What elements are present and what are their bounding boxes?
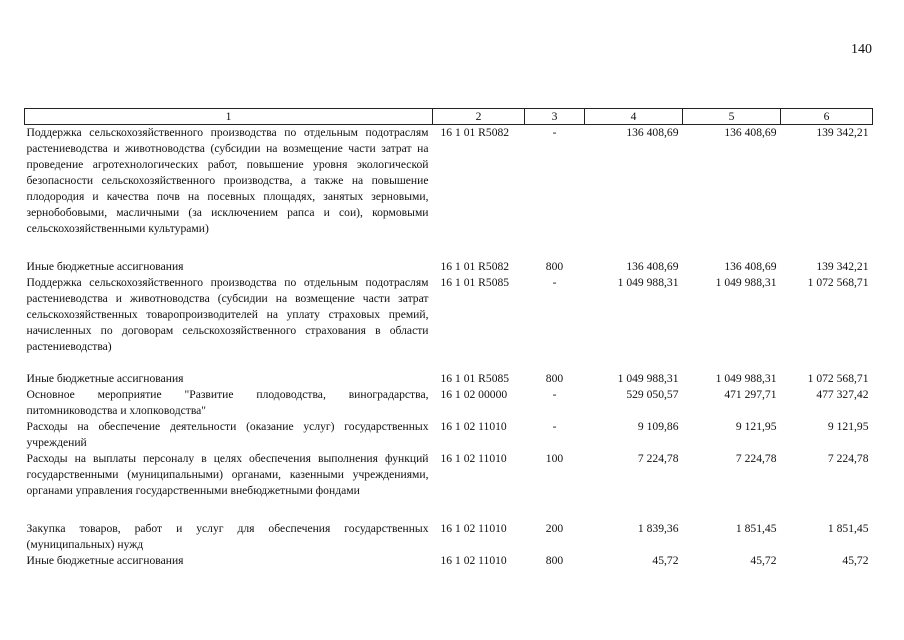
row-code: 16 1 02 00000 — [440, 387, 508, 401]
row-value-2: 471 297,71 — [724, 387, 777, 401]
table-row — [25, 275, 873, 371]
row-expense-type: 800 — [545, 553, 564, 567]
budget-table — [24, 108, 873, 569]
row-name: Поддержка сельскохозяйственного производства по отдельным подотраслям растениеводства и животноводства (субсидии на возмещение части затрат сельскохозяйственных товаропроизводителей на уплату страховых премий, начисленных по договорам сельскохозяйственного страхования в области растениеводства) — [26, 275, 429, 353]
row-name: Расходы на обеспечение деятельности (оказание услуг) государственных учреждений — [26, 419, 429, 449]
row-expense-type: - — [552, 387, 557, 401]
row-value-3: 9 121,95 — [827, 419, 869, 433]
row-name: Поддержка сельскохозяйственного производства по отдельным подотраслям растениеводства и животноводства (субсидии на возмещение части затрат на проведение агротехнологических работ, повышение уровня экологической безопасности сельскохозяйственного производства, а также на повышение плодородия и качества почв на посевных площадях, занятых зерновыми, зернобобовыми, масличными (за исключением рапса и сои), кормовыми сельскохозяйственными культурами) — [26, 126, 429, 235]
table-row — [25, 451, 873, 521]
row-value-1: 529 050,57 — [626, 387, 679, 401]
page-number: 140 — [851, 42, 872, 57]
row-value-1: 136 408,69 — [626, 126, 679, 139]
row-value-3: 45,72 — [842, 553, 869, 567]
table-row — [25, 125, 873, 259]
table-header — [25, 109, 873, 125]
row-value-1: 1 049 988,31 — [617, 275, 679, 289]
row-name: Расходы на выплаты персоналу в целях обеспечения выполнения функций государственными (муниципальными) органами, казенными учреждениями, органами управления государственными внебюджетными фондами — [26, 451, 429, 497]
row-value-1: 136 408,69 — [626, 259, 679, 273]
row-code: 16 1 01 R5082 — [440, 259, 510, 273]
header-col-1: 1 — [25, 109, 433, 125]
row-expense-type: 800 — [545, 371, 564, 385]
table-row — [25, 521, 873, 553]
row-code: 16 1 02 11010 — [440, 521, 507, 535]
header-col-3: 3 — [525, 109, 585, 125]
row-expense-type: - — [552, 126, 557, 139]
row-value-1: 9 109,86 — [637, 419, 679, 433]
row-expense-type: - — [552, 275, 557, 289]
row-value-1: 1 839,36 — [637, 521, 679, 535]
row-value-2: 45,72 — [750, 553, 777, 567]
row-value-3: 7 224,78 — [827, 451, 869, 465]
row-value-3: 477 327,42 — [816, 387, 869, 401]
row-value-2: 1 049 988,31 — [715, 275, 777, 289]
row-code: 16 1 01 R5085 — [440, 371, 510, 385]
row-value-1: 1 049 988,31 — [617, 371, 679, 385]
row-value-1: 7 224,78 — [637, 451, 679, 465]
table-body — [25, 125, 873, 569]
header-col-4: 4 — [585, 109, 683, 125]
row-value-2: 136 408,69 — [724, 126, 777, 139]
row-name: Иные бюджетные ассигнования — [26, 371, 184, 385]
row-name: Закупка товаров, работ и услуг для обеспечения государственных (муниципальных) нужд — [26, 521, 429, 551]
row-expense-type: 200 — [545, 521, 564, 535]
table-row — [25, 371, 873, 387]
row-value-3: 139 342,21 — [816, 259, 869, 273]
row-code: 16 1 01 R5085 — [440, 275, 510, 289]
row-code: 16 1 01 R5082 — [440, 126, 510, 139]
row-value-2: 7 224,78 — [735, 451, 777, 465]
row-value-2: 1 851,45 — [735, 521, 777, 535]
row-value-2: 1 049 988,31 — [715, 371, 777, 385]
row-value-3: 1 072 568,71 — [807, 371, 869, 385]
table-row — [25, 259, 873, 275]
header-col-5: 5 — [683, 109, 781, 125]
table-row — [25, 553, 873, 569]
row-name: Иные бюджетные ассигнования — [26, 553, 184, 567]
row-expense-type: 100 — [545, 451, 564, 465]
row-value-3: 1 851,45 — [827, 521, 869, 535]
header-col-2: 2 — [433, 109, 525, 125]
row-value-3: 139 342,21 — [816, 126, 869, 139]
row-value-3: 1 072 568,71 — [807, 275, 869, 289]
header-row — [25, 109, 873, 125]
row-code: 16 1 02 11010 — [440, 419, 507, 433]
row-value-2: 9 121,95 — [735, 419, 777, 433]
table-row — [25, 387, 873, 419]
row-expense-type: - — [552, 419, 557, 433]
row-value-2: 136 408,69 — [724, 259, 777, 273]
row-name: Основное мероприятие "Развитие плодоводства, виноградарства, питомниководства и хлопководства" — [26, 387, 429, 417]
row-name: Иные бюджетные ассигнования — [26, 259, 184, 273]
row-expense-type: 800 — [545, 259, 564, 273]
row-code: 16 1 02 11010 — [440, 553, 507, 567]
row-code: 16 1 02 11010 — [440, 451, 507, 465]
table-row — [25, 419, 873, 451]
row-value-1: 45,72 — [652, 553, 679, 567]
header-col-6: 6 — [781, 109, 873, 125]
